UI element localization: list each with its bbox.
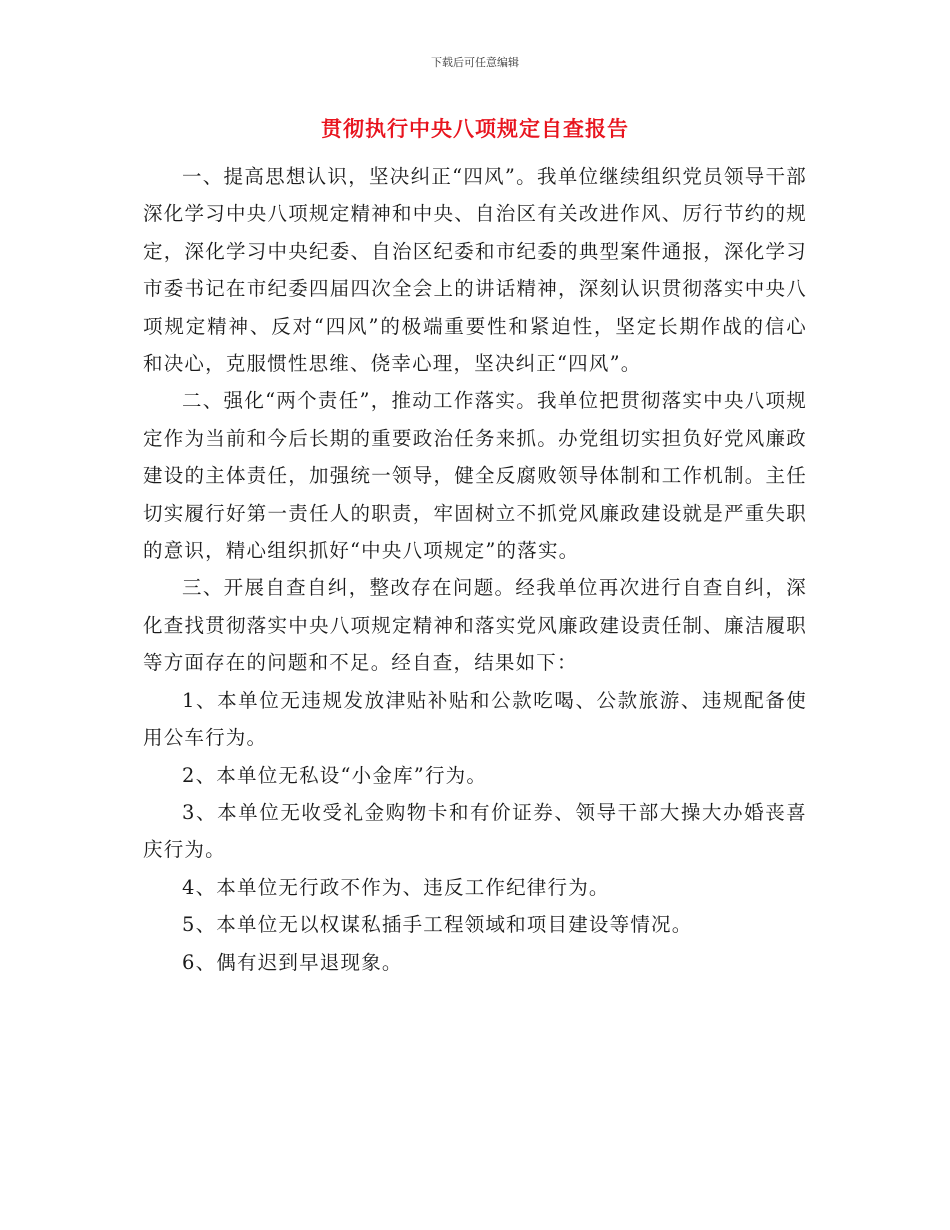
paragraph-2: 二、强化“两个责任”，推动工作落实。我单位把贯彻落实中央八项规定作为当前和今后长期的重要政治任务来抓。办党组切实担负好党风廉政建设的主体责任，加强统一领导，健全反腐败领导体制和工作机制。主任切实履行好第一责任人的职责，牢固树立不抓党风廉政建设就是严重失职的意识，精心组织抓好“中央八项规定”的落实。	[143, 389, 807, 563]
list-item-2: 2、本单位无私设“小金库”行为。	[182, 763, 488, 787]
list-item-6: 6、偶有迟到早退现象。	[182, 950, 403, 974]
list-item-5: 5、本单位无以权谋私插手工程领域和项目建设等情况。	[182, 913, 693, 937]
document-body	[143, 158, 807, 981]
paragraph-3: 三、开展自查自纠，整改存在问题。经我单位再次进行自查自纠，深化查找贯彻落实中央八项规定精神和落实党风廉政建设责任制、廉洁履职等方面存在的问题和不足。经自查，结果如下：	[143, 576, 807, 675]
list-item-1: 1、本单位无违规发放津贴补贴和公款吃喝、公款旅游、违规配备使用公车行为。	[143, 688, 807, 750]
document-title: 贯彻执行中央八项规定自查报告	[321, 117, 629, 141]
paragraph-1: 一、提高思想认识，坚决纠正“四风”。我单位继续组织党员领导干部深化学习中央八项规定精神和中央、自治区有关改进作风、厉行节约的规定，深化学习中央纪委、自治区纪委和市纪委的典型案件通报，深化学习市委书记在市纪委四届四次全会上的讲话精神，深刻认识贯彻落实中央八项规定精神、反对“四风”的极端重要性和紧迫性，坚定长期作战的信心和决心，克服惯性思维、侥幸心理，坚决纠正“四风”。	[143, 165, 807, 376]
list-item-3: 3、本单位无收受礼金购物卡和有价证券、领导干部大操大办婚丧喜庆行为。	[143, 800, 807, 862]
header-note: 下载后可任意编辑	[431, 56, 519, 69]
list-item-4: 4、本单位无行政不作为、违反工作纪律行为。	[182, 875, 610, 899]
